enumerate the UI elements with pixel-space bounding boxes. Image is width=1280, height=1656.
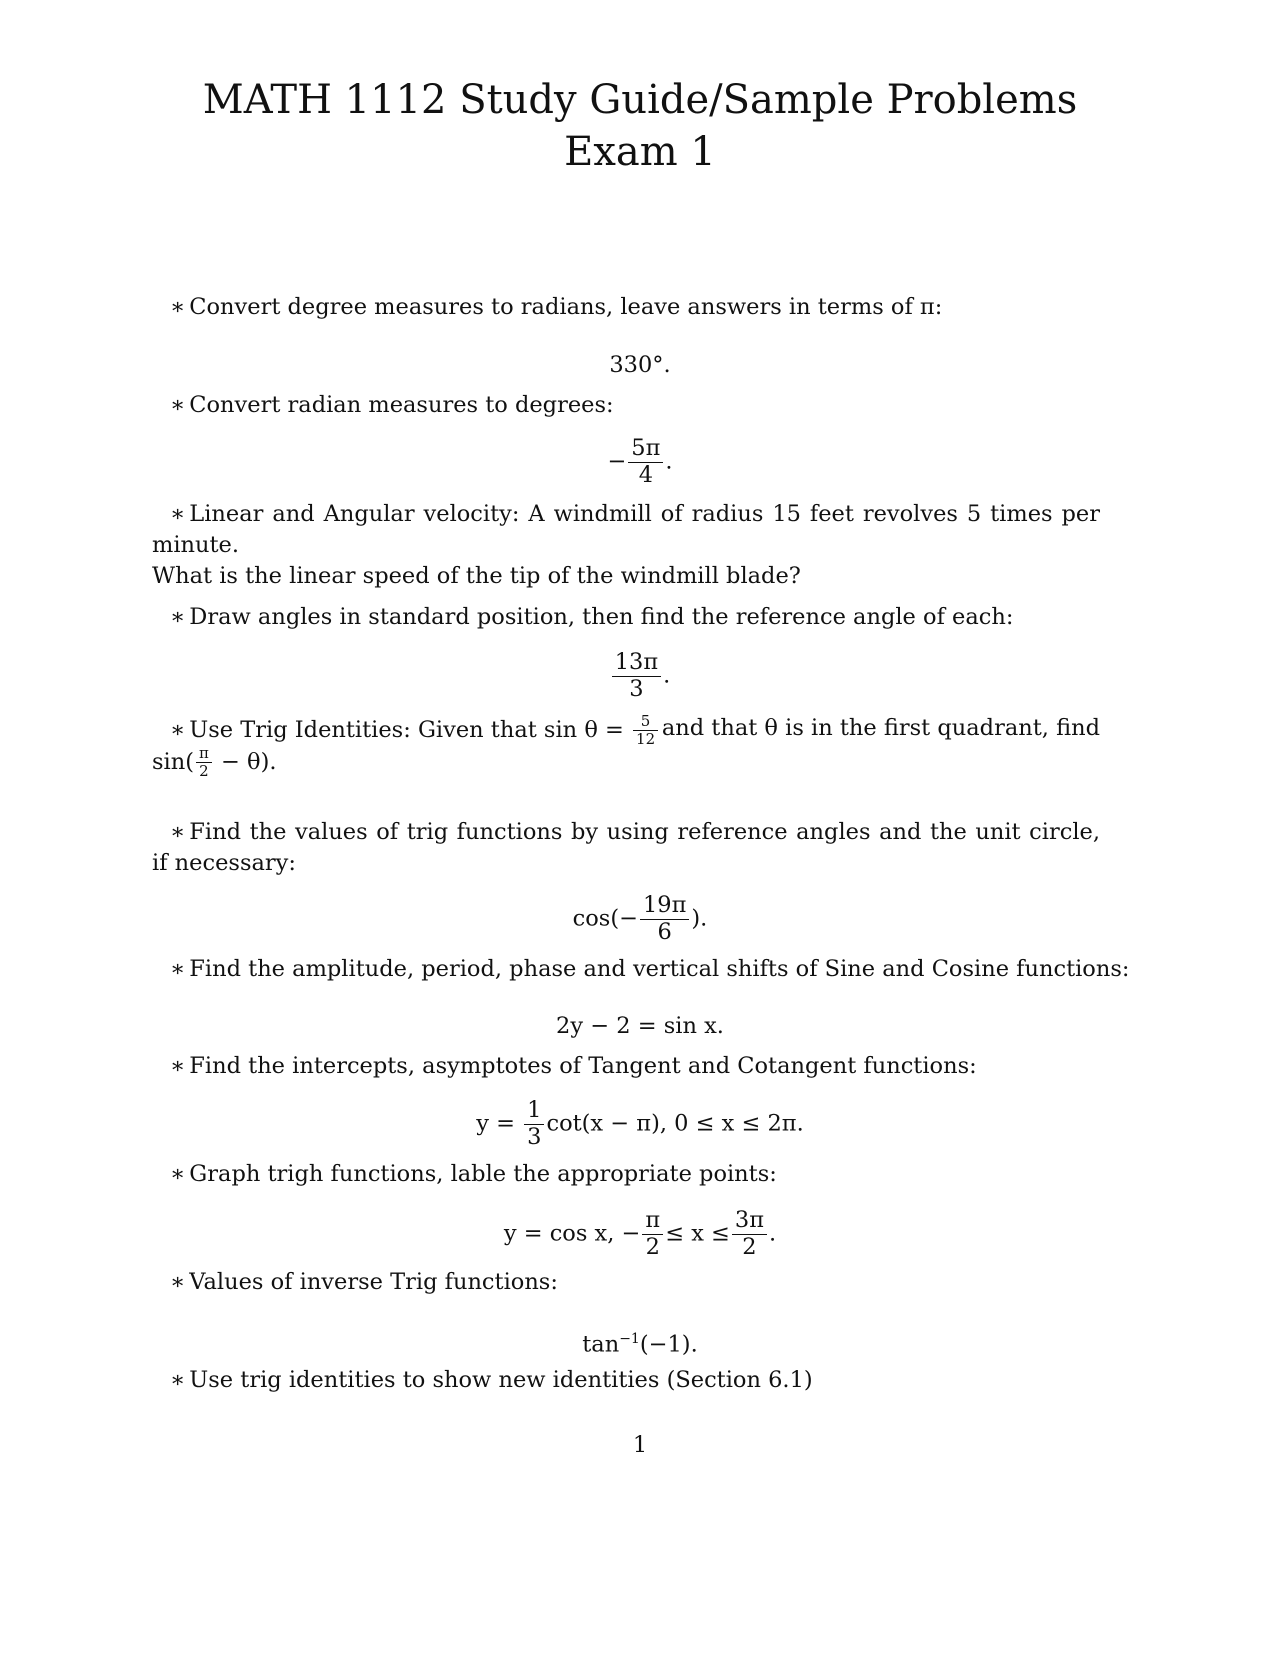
math-cot-function: y = $\frac{1}{3}$ cot(x − π), 0 ≤ x ≤ 2π. [476, 1097, 804, 1150]
problem-text: Find the values of trig functions by using reference angles and the unit circle, if necessary: [152, 819, 1100, 876]
problem-text: Convert radian measures to degrees: [189, 392, 614, 418]
math-cos-neg-19pi-over-6: cos(− $\frac{19\pi}{6}$ ). [572, 892, 708, 945]
math-2y-minus-2-equals-sinx: 2y − 2 = sin x. [556, 1013, 724, 1039]
problem-linear-angular-velocity [152, 499, 1100, 592]
math-arctan-neg-1: $\tan^{-1}(-1)$. [582, 1331, 698, 1358]
problem-text: Graph trigh functions, lable the appropriate points: [189, 1161, 777, 1187]
bullet-star: ∗ [170, 716, 186, 743]
bullet-star: ∗ [170, 819, 186, 845]
problem-text-a: Use Trig Identities: Given that sin θ = [189, 716, 624, 743]
problem-text: Find the intercepts, asymptotes of Tangent and Cotangent functions: [189, 1053, 977, 1079]
problem-text: Convert degree measures to radians, leave answers in terms of π: [189, 294, 943, 320]
problem-text: Values of inverse Trig functions: [189, 1269, 558, 1295]
problem-text: Use trig identities to show new identities (Section 6.1) [189, 1367, 813, 1393]
bullet-star: ∗ [170, 1367, 186, 1393]
math-330-degrees: 330°. [609, 352, 671, 378]
bullet-star: ∗ [170, 1269, 186, 1295]
problem-radians-to-degrees [152, 390, 1100, 421]
document-subtitle: Exam 1 [564, 129, 716, 175]
fraction: $\frac{13\pi}{3}$ [612, 650, 661, 703]
fraction: $\frac{1}{3}$ [524, 1098, 544, 1151]
fraction: $\frac{\pi}{2}$ [642, 1208, 663, 1261]
problem-text-line2: What is the linear speed of the tip of the windmill blade? [152, 563, 801, 589]
fraction: $\frac{19\pi}{6}$ [640, 893, 689, 946]
bullet-star: ∗ [170, 392, 186, 418]
problem-inverse-trig [152, 1267, 1100, 1298]
fraction-5-12: $\frac{5}{12}$ [633, 713, 658, 749]
problem-trig-values-unit-circle [152, 817, 1100, 879]
page-number: 1 [632, 1432, 648, 1458]
bullet-star: ∗ [170, 1161, 186, 1187]
fraction: $\frac{5\pi}{4}$ [628, 436, 663, 489]
math-neg-5pi-over-4: − $\frac{5\pi}{4}$ . [607, 435, 673, 488]
bullet-star: ∗ [170, 501, 186, 527]
problem-amplitude-period [152, 954, 1130, 985]
problem-tangent-cotangent [152, 1051, 1100, 1082]
bullet-star: ∗ [170, 294, 186, 320]
problem-trig-identities: ∗ Use Trig Identities: Given that sin θ = $\frac{5}{12}$ and that θ is in the first quadrant, find sin( $\frac{\pi}{2}$ − θ). [152, 712, 1100, 780]
problem-new-identities [152, 1365, 1100, 1396]
problem-text: Draw angles in standard position, then find the reference angle of each: [189, 604, 1014, 630]
fraction-pi-2: $\frac{\pi}{2}$ [196, 745, 212, 781]
bullet-star: ∗ [170, 1053, 186, 1079]
fraction: $\frac{3\pi}{2}$ [732, 1208, 767, 1261]
problem-standard-position [152, 602, 1100, 633]
bullet-star: ∗ [170, 604, 186, 630]
math-13pi-over-3: $\frac{13\pi}{3}$ . [0, 650, 1280, 703]
problem-text-line1: Linear and Angular velocity: A windmill of radius 15 feet revolves 5 times per minute. [152, 501, 1100, 558]
document-title: MATH 1112 Study Guide/Sample Problems [202, 77, 1078, 123]
bullet-star: ∗ [170, 956, 186, 982]
math-cos-domain: y = cos x, − $\frac{\pi}{2}$ ≤ x ≤ $\frac{3\pi}{2}$ . [503, 1207, 777, 1260]
problem-text-b: and that θ is in the first quadrant, find [661, 715, 1100, 741]
problem-graph-trig [152, 1159, 1100, 1190]
problem-degrees-to-radians [152, 292, 1100, 323]
problem-text: Find the amplitude, period, phase and vertical shifts of Sine and Cosine functions: [189, 956, 1130, 982]
